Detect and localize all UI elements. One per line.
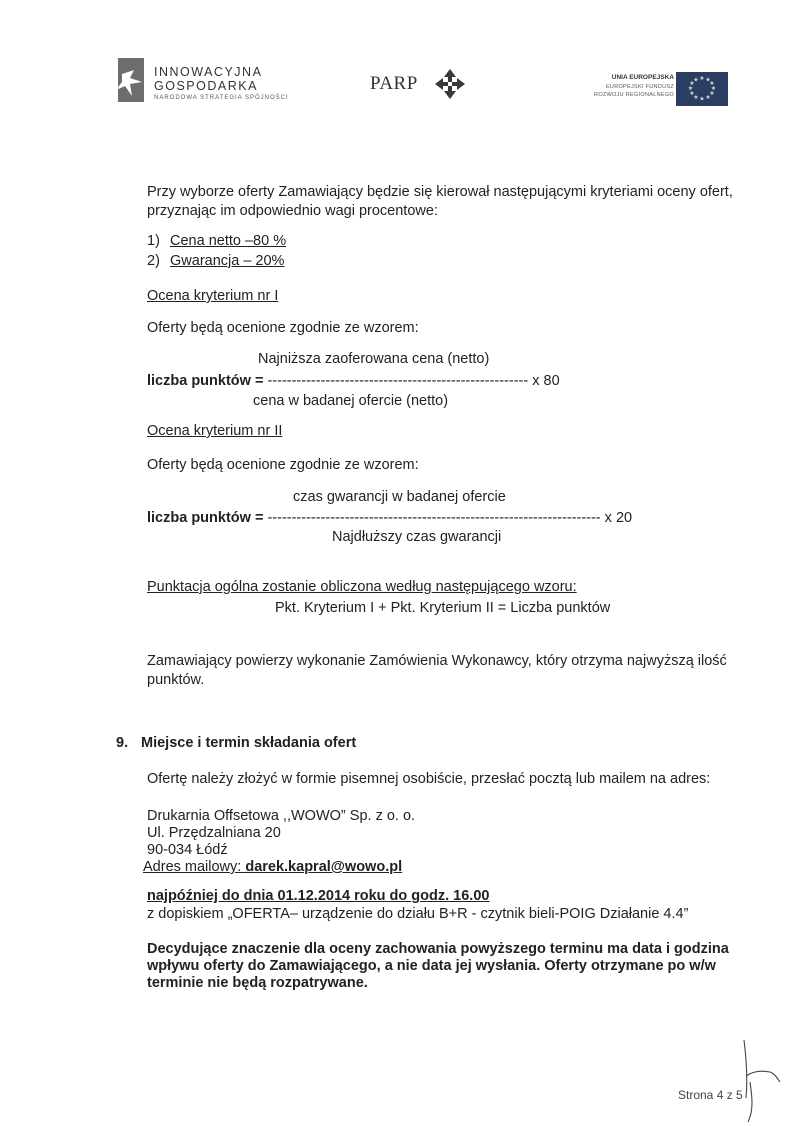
svg-text:★: ★ (693, 76, 699, 84)
svg-text:★: ★ (709, 80, 715, 87)
criterion2-heading: Ocena kryterium nr II (147, 423, 283, 439)
section9-title: Miejsce i termin składania ofert (141, 735, 357, 751)
criterion2-fraction-bar: --------------------------------------------------------------------- (267, 510, 601, 526)
svg-text:★: ★ (687, 85, 694, 92)
logo-parp (370, 68, 470, 102)
criterion1-fraction-bar: ------------------------------------------------------ (267, 373, 529, 389)
deadline: najpóźniej do dnia 01.12.2014 roku do godz. 16.00 (147, 888, 490, 904)
warning-line1: Decydujące znaczenie dla oceny zachowania powyższego terminu ma data i godzina (147, 941, 729, 957)
address-line-3: 90-034 Łódź (147, 842, 228, 858)
warning-line3: terminie nie będą rozpatrywane. (147, 975, 368, 991)
svg-text:★: ★ (689, 80, 695, 87)
criteria-item-2: Gwarancja – 20% (170, 253, 285, 269)
criteria-item-2-number: 2) (147, 253, 160, 269)
criterion2-formula-line (147, 509, 632, 527)
svg-text:★: ★ (699, 95, 705, 103)
scoring-formula: Pkt. Kryterium I + Pkt. Kryterium II = Liczba punktów (275, 600, 611, 616)
criterion2-denominator: Najdłuższy czas gwarancji (332, 529, 502, 545)
criterion1-multiplier: x 80 (528, 373, 560, 389)
scoring-heading: Punktacja ogólna zostanie obliczona według następującego wzoru: (147, 579, 577, 595)
svg-text:★: ★ (705, 76, 711, 84)
criterion2-label: liczba punktów = (147, 510, 268, 526)
criterion2-multiplier: x 20 (600, 510, 633, 526)
email-link[interactable]: darek.kapral@wowo.pl (241, 859, 403, 875)
svg-text:★: ★ (709, 90, 715, 97)
criteria-intro-line1: Przy wyborze oferty Zamawiający będzie się kierował następującymi kryteriami oceny ofert, (147, 184, 733, 200)
criterion2-numerator: czas gwarancji w badanej ofercie (293, 489, 506, 505)
address-line-2: Ul. Przędzalniana 20 (147, 825, 281, 841)
criterion1-denominator: cena w badanej ofercie (netto) (253, 393, 449, 409)
submission-note: z dopiskiem „OFERTA– urządzenie do działu B+R - czytnik bieli-POIG Działanie 4.4” (147, 906, 689, 922)
ig-line1: INNOWACYJNA (154, 65, 263, 79)
logo-innowacyjna-gospodarka (112, 54, 292, 106)
svg-text:★: ★ (705, 94, 711, 101)
svg-text:★: ★ (693, 94, 699, 101)
criterion2-intro: Oferty będą ocenione zgodnie ze wzorem: (147, 457, 419, 473)
eu-flag-icon (676, 72, 728, 106)
svg-text:★: ★ (689, 90, 695, 97)
ue-line3: ROZWOJU REGIONALNEGO (594, 92, 674, 98)
scoring-award-line2: punktów. (147, 672, 205, 688)
svg-text:★: ★ (710, 85, 717, 92)
criteria-item-1-number: 1) (147, 233, 160, 249)
logo-unia-europejska (560, 72, 730, 106)
ue-line2: EUROPEJSKI FUNDUSZ (605, 84, 674, 90)
page-number: Strona 4 z 5 (678, 1088, 743, 1102)
email-line (143, 858, 402, 876)
email-label: Adres mailowy: (143, 859, 242, 875)
criterion1-numerator: Najniższa zaoferowana cena (netto) (258, 351, 490, 367)
svg-text:★: ★ (699, 75, 705, 82)
criterion1-intro: Oferty będą ocenione zgodnie ze wzorem: (147, 320, 419, 336)
ig-line3: NARODOWA STRATEGIA SPÓJNOŚCI (154, 95, 289, 101)
ue-line1: UNIA EUROPEJSKA (611, 74, 674, 81)
criteria-item-1: Cena netto –80 % (170, 233, 287, 249)
warning-line2: wpływu oferty do Zamawiającego, a nie data jej wysłania. Oferty otrzymane po w/w (147, 958, 716, 974)
handwritten-initials (730, 1036, 782, 1126)
ig-star-icon (112, 56, 148, 104)
criterion1-label: liczba punktów = (147, 373, 268, 389)
criteria-intro-line2: przyznając im odpowiednio wagi procentowe: (147, 203, 438, 219)
parp-text: PARP (370, 73, 418, 94)
parp-arrows-icon (434, 68, 466, 100)
criterion1-formula-line (147, 372, 560, 390)
criterion1-heading: Ocena kryterium nr I (147, 288, 279, 304)
address-line-1: Drukarnia Offsetowa ,,WOWO” Sp. z o. o. (147, 808, 416, 824)
scoring-award-line1: Zamawiający powierzy wykonanie Zamówienia Wykonawcy, który otrzyma najwyższą ilość (147, 653, 727, 669)
section9-intro: Ofertę należy złożyć w formie pisemnej osobiście, przesłać pocztą lub mailem na adres: (147, 771, 711, 787)
section9-number: 9. (116, 735, 129, 751)
ig-line2: GOSPODARKA (154, 79, 258, 93)
